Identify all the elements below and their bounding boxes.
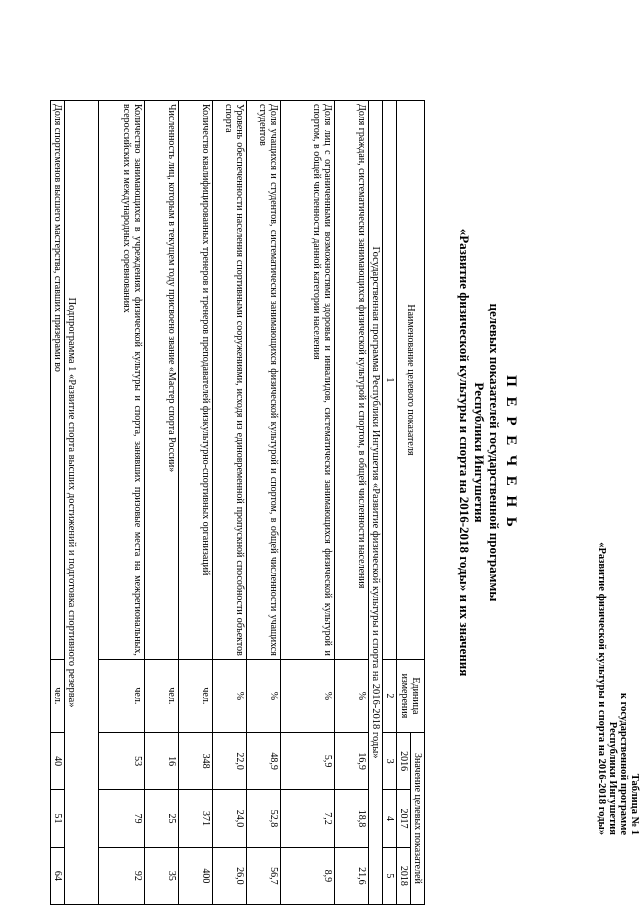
table-row xyxy=(179,101,213,905)
table-row xyxy=(213,101,247,905)
indicator-name: Количество квалифицированных тренеров и тренеров преподавателей физкультурно-спортивных организаций xyxy=(179,101,213,660)
header-line-1: к государственной программе xyxy=(618,692,629,835)
value-2017: 51 xyxy=(51,790,65,847)
value-2016: 48,9 xyxy=(247,732,281,789)
indicator-name: Доля лиц с ограниченными возможностями здоровья и инвалидов, систематически занимающихся физической культурой и спортом, в общей численности данной категории населения xyxy=(281,101,335,660)
indicator-unit: чел. xyxy=(145,659,179,732)
col-num: 5 xyxy=(383,847,397,904)
indicator-name: Доля спортсменов высшего мастерства, ставших призерами во xyxy=(51,101,65,660)
value-2016: 16,9 xyxy=(335,732,369,789)
indicator-unit: чел. xyxy=(179,659,213,732)
indicator-name: Уровень обеспеченности населения спортивными сооружениями, исходя из единовременной пропускной способности объектов спорта xyxy=(213,101,247,660)
value-2016: 348 xyxy=(179,732,213,789)
document-title xyxy=(457,0,520,905)
table-number: Таблица № 1 xyxy=(629,773,640,835)
value-2018: 8,9 xyxy=(281,847,335,904)
value-2018: 400 xyxy=(179,847,213,904)
indicator-name: Численность лиц, которым в текущем году присвоено звание «Мастер спорта России» xyxy=(145,101,179,660)
indicator-unit: чел. xyxy=(99,659,145,732)
subprogram-title-row xyxy=(65,101,99,905)
title-line-2: целевых показателей государственной программы xyxy=(487,303,502,602)
year-2017: 2017 xyxy=(397,790,411,847)
program-title: Государственная программа Республики Ингушетия «Развитие физической культуры и спорта на 2016-2018 годы» xyxy=(369,101,383,905)
col-num: 2 xyxy=(383,659,397,732)
col-header-unit: Единица измерения xyxy=(397,659,425,732)
value-2018: 56,7 xyxy=(247,847,281,904)
indicator-name: Доля граждан, систематически занимающихся физической культурой и спортом, в общей численности населения xyxy=(335,101,369,660)
document-header xyxy=(596,542,640,835)
indicator-unit: % xyxy=(335,659,369,732)
header-line-2: Республики Ингушетия xyxy=(607,721,618,835)
value-2017: 25 xyxy=(145,790,179,847)
value-2018: 35 xyxy=(145,847,179,904)
value-2017: 52,8 xyxy=(247,790,281,847)
indicator-unit: чел. xyxy=(51,659,65,732)
header-line-3: «Развитие физической культуры и спорта на 2016-2018 годы» xyxy=(596,542,607,835)
col-header-values: Значение целевых показателей xyxy=(411,732,425,904)
value-2017: 7,2 xyxy=(281,790,335,847)
col-header-name: Наименование целевого показателя xyxy=(397,101,425,660)
table-row xyxy=(281,101,335,905)
table-row xyxy=(335,101,369,905)
value-2016: 53 xyxy=(99,732,145,789)
value-2018: 21,6 xyxy=(335,847,369,904)
indicator-unit: % xyxy=(247,659,281,732)
title-line-4: «Развитие физической культуры и спорта на 2016-2018 годы» и их значения xyxy=(457,228,472,677)
year-2016: 2016 xyxy=(397,732,411,789)
value-2017: 24,0 xyxy=(213,790,247,847)
value-2016: 22,0 xyxy=(213,732,247,789)
col-num: 4 xyxy=(383,790,397,847)
subprogram-title: Подпрограмма 1 «Развитие спорта высших достижений и подготовка спортивного резерва» xyxy=(65,101,99,905)
indicator-name: Количество занимающихся в учреждениях физической культуры и спорта, занявших призовые места на межрегиональных, всероссийских и международных соревнованиях xyxy=(99,101,145,660)
indicators-table xyxy=(50,100,425,905)
value-2018: 26,0 xyxy=(213,847,247,904)
title-perechen: П Е Р Е Ч Е Н Ь xyxy=(503,375,519,530)
value-2018: 64 xyxy=(51,847,65,904)
value-2017: 18,8 xyxy=(335,790,369,847)
indicator-name: Доля учащихся и студентов, систематически занимающихся физической культурой и спортом, в общей численности учащихся студентов xyxy=(247,101,281,660)
table-row xyxy=(51,101,65,905)
value-2017: 79 xyxy=(99,790,145,847)
value-2016: 40 xyxy=(51,732,65,789)
table-row xyxy=(247,101,281,905)
table-header-row xyxy=(411,101,425,905)
value-2016: 5,9 xyxy=(281,732,335,789)
program-title-row xyxy=(369,101,383,905)
col-num: 1 xyxy=(383,101,397,660)
title-line-3: Республики Ингушетия xyxy=(472,382,487,523)
table-row xyxy=(145,101,179,905)
value-2016: 16 xyxy=(145,732,179,789)
indicator-unit: % xyxy=(213,659,247,732)
table-row xyxy=(99,101,145,905)
value-2017: 371 xyxy=(179,790,213,847)
value-2018: 92 xyxy=(99,847,145,904)
column-number-row xyxy=(383,101,397,905)
year-2018: 2018 xyxy=(397,847,411,904)
col-num: 3 xyxy=(383,732,397,789)
indicator-unit: % xyxy=(281,659,335,732)
